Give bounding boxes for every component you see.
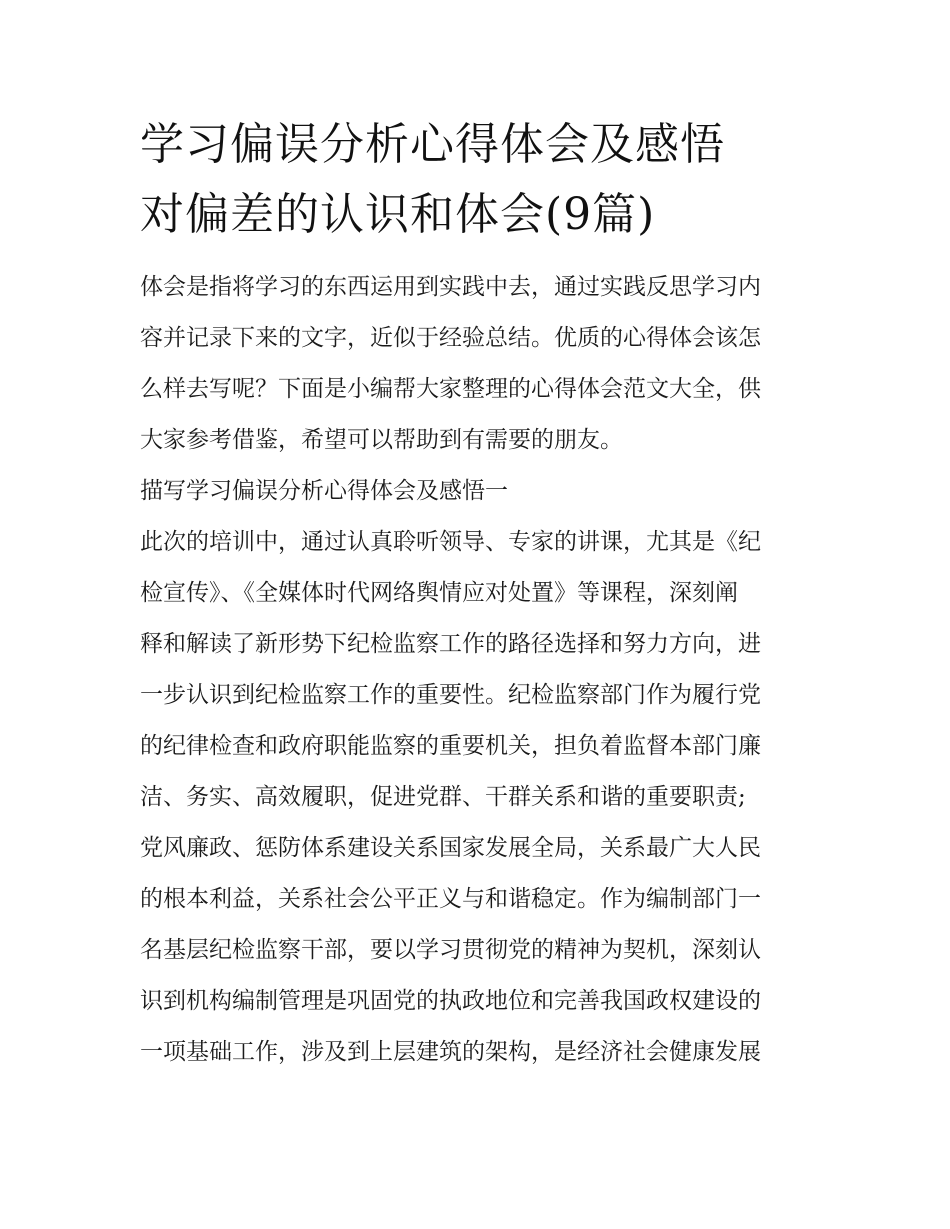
section-heading [140,466,812,517]
text-line: 的根本利益，关系社会公平正义与和谐稳定。作为编制部门一 [140,886,761,912]
text-line: 容并记录下来的文字，近似于经验总结。优质的心得体会该怎 [140,325,761,351]
text-line: 一项基础工作，涉及到上层建筑的架构，是经济社会健康发展 [140,1039,761,1065]
text-line: 此次的培训中，通过认真聆听领导、专家的讲课，尤其是《纪 [140,529,761,555]
text-line: 的纪律检查和政府职能监察的重要机关，担负着监督本部门廉 [140,733,761,759]
text-line: 么样去写呢？下面是小编帮大家整理的心得体会范文大全，供 [140,376,761,402]
body-paragraph [140,517,812,1078]
text-line: 名基层纪检监察干部，要以学习贯彻党的精神为契机，深刻认 [140,937,761,963]
text-line: 一步认识到纪检监察工作的重要性。纪检监察部门作为履行党 [140,682,761,708]
title-line: 对偏差的认识和体会(9篇) [140,189,656,240]
text-line: 释和解读了新形势下纪检监察工作的路径选择和努力方向，进 [140,631,761,657]
text-line: 识到机构编制管理是巩固党的执政地位和完善我国政权建设的 [140,988,761,1014]
text-line: 洁、务实、高效履职，促进党群、干群关系和谐的重要职责; [140,784,746,810]
text-line: 体会是指将学习的东西运用到实践中去，通过实践反思学习内 [140,274,761,300]
title-line: 学习偏误分析心得体会及感悟 [140,119,725,170]
text-line: 描写学习偏误分析心得体会及感悟一 [140,478,508,504]
text-line: 检宣传》、《全媒体时代网络舆情应对处置》等课程，深刻阐 [140,580,738,606]
document-title [140,110,812,250]
intro-paragraph [140,262,812,466]
document-content [140,110,812,1078]
text-line: 党风廉政、惩防体系建设关系国家发展全局，关系最广大人民 [140,835,761,861]
text-line: 大家参考借鉴，希望可以帮助到有需要的朋友。 [140,427,623,453]
